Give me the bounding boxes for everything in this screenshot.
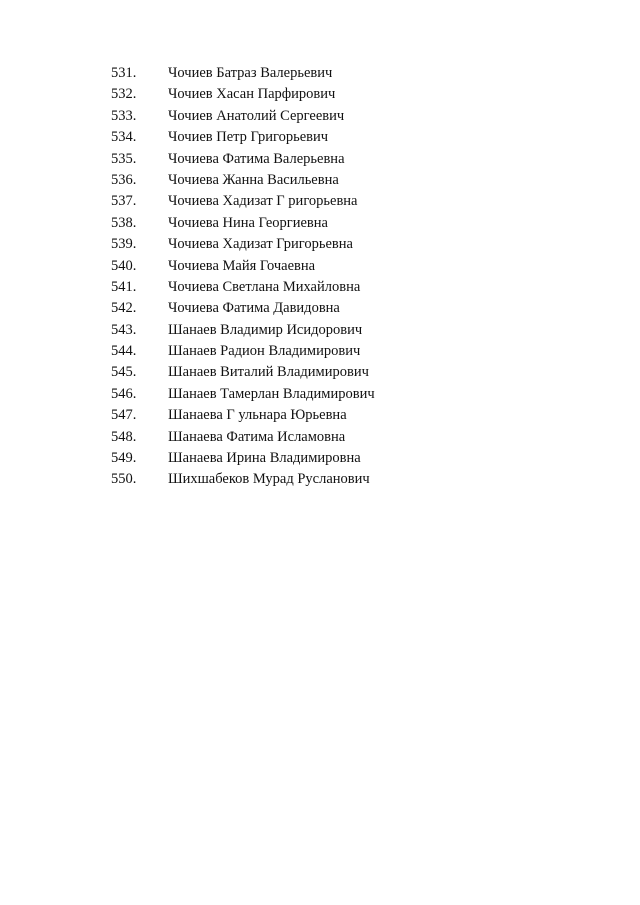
item-number: 550. bbox=[111, 471, 137, 488]
list-item bbox=[111, 63, 375, 84]
item-number: 547. bbox=[111, 407, 137, 424]
item-name: Чочиев Анатолий Сергеевич bbox=[168, 107, 345, 124]
list-item bbox=[111, 149, 375, 170]
item-number: 540. bbox=[111, 257, 137, 274]
item-name: Шихшабеков Мурад Русланович bbox=[168, 471, 370, 488]
item-number: 532. bbox=[111, 86, 137, 103]
list-item bbox=[111, 191, 375, 212]
list-item bbox=[111, 405, 375, 426]
name-list bbox=[111, 63, 375, 491]
item-number: 539. bbox=[111, 236, 137, 253]
list-item bbox=[111, 448, 375, 469]
item-name: Шанаева Г ульнара Юрьевна bbox=[168, 407, 347, 424]
item-name: Чочиева Хадизат Григорьевна bbox=[168, 236, 353, 253]
item-name: Шанаев Тамерлан Владимирович bbox=[168, 385, 375, 402]
item-number: 544. bbox=[111, 343, 137, 360]
item-number: 549. bbox=[111, 450, 137, 467]
list-item bbox=[111, 256, 375, 277]
list-item bbox=[111, 427, 375, 448]
item-name: Чочиев Петр Григорьевич bbox=[168, 129, 329, 146]
item-number: 548. bbox=[111, 428, 137, 445]
item-number: 531. bbox=[111, 65, 137, 81]
item-number: 537. bbox=[111, 193, 137, 210]
item-name: Чочиева Нина Георгиевна bbox=[168, 214, 328, 231]
item-name: Шанаев Радион Владимирович bbox=[168, 343, 361, 360]
item-number: 538. bbox=[111, 214, 137, 231]
list-item bbox=[111, 84, 375, 105]
list-item bbox=[111, 213, 375, 234]
item-number: 541. bbox=[111, 278, 137, 295]
item-number: 542. bbox=[111, 300, 137, 317]
item-name: Чочиева Фатима Валерьевна bbox=[168, 150, 345, 167]
list-item bbox=[111, 277, 375, 298]
list-item bbox=[111, 298, 375, 319]
list-item bbox=[111, 170, 375, 191]
item-number: 533. bbox=[111, 107, 137, 124]
item-name: Чочиев Хасан Парфирович bbox=[168, 86, 336, 103]
list-item bbox=[111, 234, 375, 255]
item-name: Чочиев Батраз Валерьевич bbox=[168, 65, 333, 81]
list-item bbox=[111, 384, 375, 405]
item-name: Шанаева Ирина Владимировна bbox=[168, 450, 361, 467]
item-name: Шанаева Фатима Исламовна bbox=[168, 428, 346, 445]
item-name: Шанаев Виталий Владимирович bbox=[168, 364, 369, 381]
item-name: Чочиева Светлана Михайловна bbox=[168, 278, 361, 295]
item-name: Шанаев Владимир Исидорович bbox=[168, 321, 363, 338]
item-name: Чочиева Майя Гочаевна bbox=[168, 257, 316, 274]
list-item bbox=[111, 127, 375, 148]
item-number: 535. bbox=[111, 150, 137, 167]
list-item bbox=[111, 469, 375, 490]
item-number: 546. bbox=[111, 385, 137, 402]
item-number: 534. bbox=[111, 129, 137, 146]
item-name: Чочиева Хадизат Г ригорьевна bbox=[168, 193, 358, 210]
item-number: 543. bbox=[111, 321, 137, 338]
list-item bbox=[111, 106, 375, 127]
list-item bbox=[111, 362, 375, 383]
list-item bbox=[111, 320, 375, 341]
item-name: Чочиева Жанна Васильевна bbox=[168, 171, 339, 188]
item-number: 536. bbox=[111, 171, 137, 188]
list-item bbox=[111, 341, 375, 362]
item-name: Чочиева Фатима Давидовна bbox=[168, 300, 340, 317]
item-number: 545. bbox=[111, 364, 137, 381]
